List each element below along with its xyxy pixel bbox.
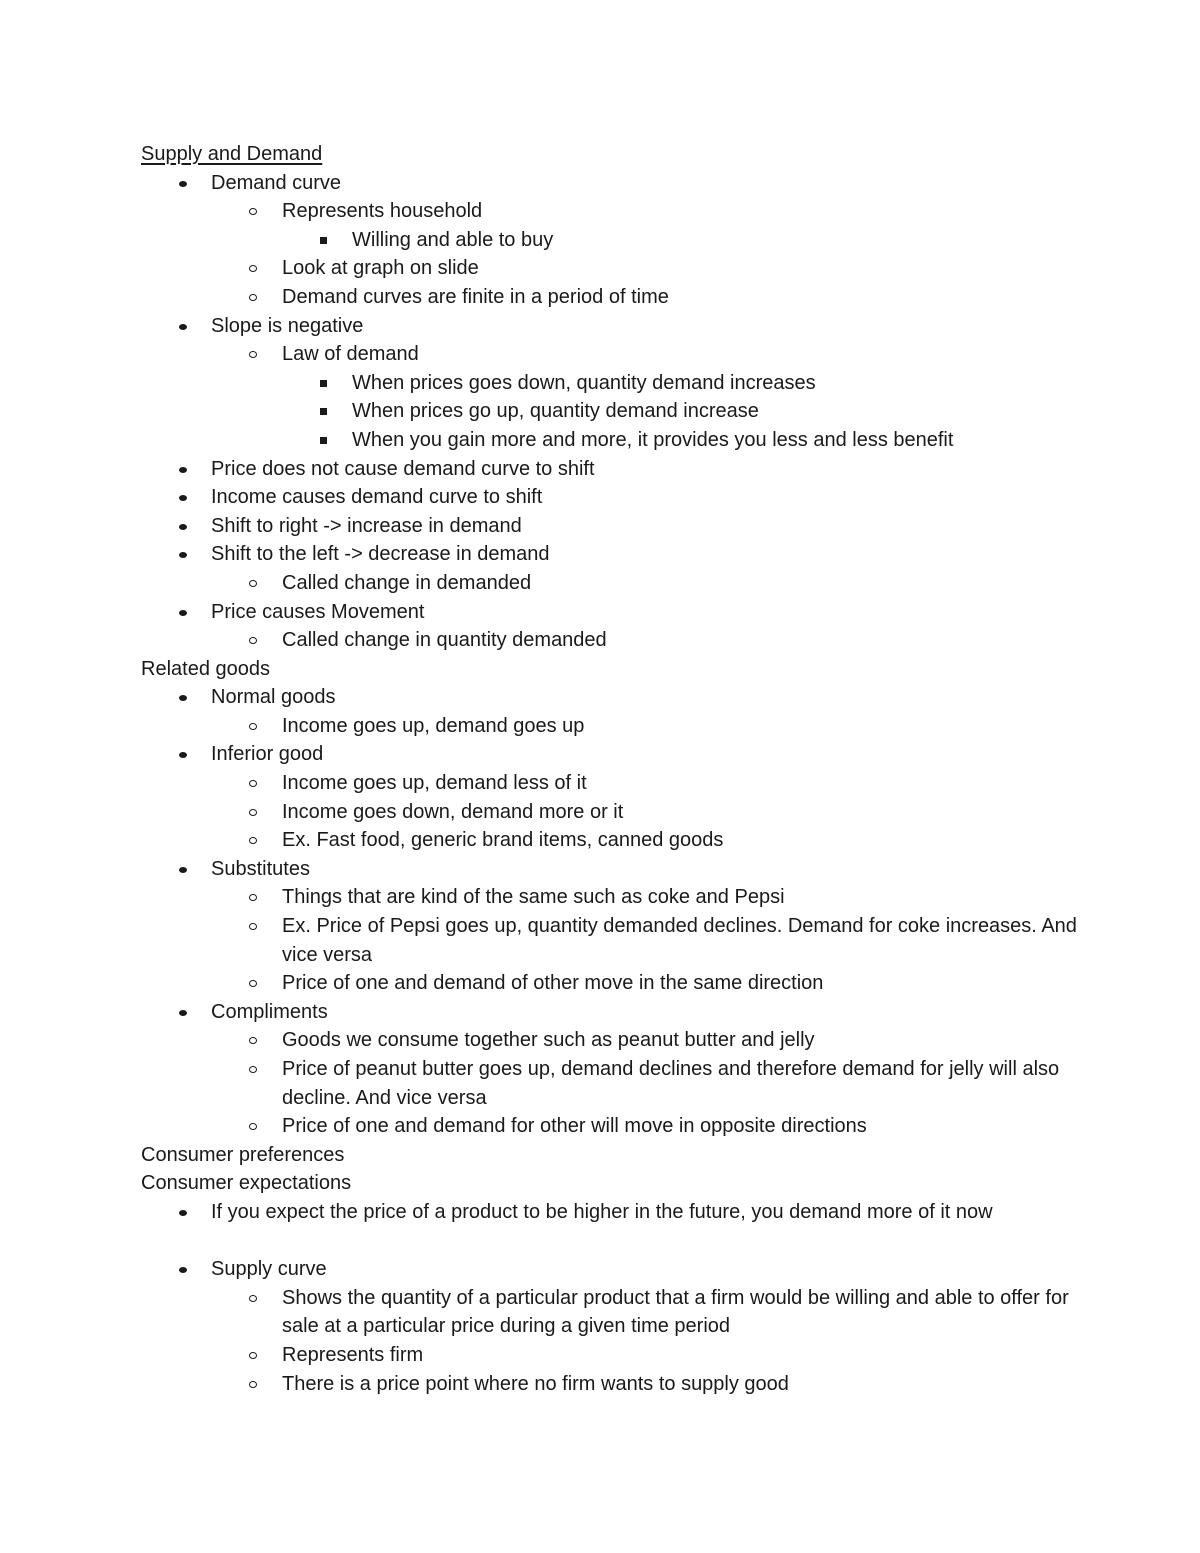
- list-item-text: Income goes down, demand more or it: [282, 800, 624, 823]
- hollow-bullet-icon: [249, 1055, 259, 1084]
- list-item: [141, 340, 1081, 369]
- hollow-bullet-icon: [249, 197, 259, 226]
- blank-line: [141, 1227, 1081, 1256]
- list-item: [141, 197, 1081, 226]
- list-item: [141, 1284, 1081, 1341]
- filled-bullet-icon: [178, 455, 188, 484]
- list-item-text: When prices go up, quantity demand increase: [352, 400, 759, 423]
- list-item-text: Supply curve: [211, 1258, 327, 1281]
- section-heading: [141, 1141, 1081, 1170]
- list-item: [141, 1112, 1081, 1141]
- hollow-bullet-icon: [249, 969, 259, 998]
- list-item-text: Shift to the left -> decrease in demand: [211, 543, 550, 566]
- list-item-text: Called change in quantity demanded: [282, 629, 607, 652]
- list-item-text: Price of one and demand for other will move in opposite directions: [282, 1115, 867, 1138]
- square-bullet-icon: [319, 226, 329, 255]
- list-item-text: Price does not cause demand curve to shift: [211, 457, 595, 480]
- hollow-bullet-icon: [249, 883, 259, 912]
- list-item-text: Shift to right -> increase in demand: [211, 514, 522, 537]
- list-item: [141, 254, 1081, 283]
- list-item-text: Things that are kind of the same such as coke and Pepsi: [282, 886, 785, 909]
- list-item: [141, 426, 1081, 455]
- list-item-text: Income causes demand curve to shift: [211, 486, 543, 509]
- filled-bullet-icon: [178, 312, 188, 341]
- list-item-text: Related goods: [141, 657, 270, 680]
- filled-bullet-icon: [178, 540, 188, 569]
- hollow-bullet-icon: [249, 1370, 259, 1399]
- document-title: Supply and Demand: [141, 143, 323, 165]
- list-item: [141, 1026, 1081, 1055]
- list-item-text: Ex. Fast food, generic brand items, canned goods: [282, 829, 724, 852]
- list-item: [141, 712, 1081, 741]
- list-item: [141, 483, 1081, 512]
- list-item-text: Substitutes: [211, 857, 310, 880]
- hollow-bullet-icon: [249, 1284, 259, 1313]
- list-item-text: Demand curves are finite in a period of time: [282, 285, 669, 308]
- list-item-text: Price of one and demand of other move in the same direction: [282, 972, 824, 995]
- hollow-bullet-icon: [249, 1112, 259, 1141]
- list-item-text: If you expect the price of a product to be higher in the future, you demand more of it now: [211, 1200, 993, 1223]
- list-item: [141, 883, 1081, 912]
- hollow-bullet-icon: [249, 798, 259, 827]
- list-item: [141, 169, 1081, 198]
- list-item: [141, 397, 1081, 426]
- hollow-bullet-icon: [249, 712, 259, 741]
- document-body: [141, 140, 1081, 1398]
- hollow-bullet-icon: [249, 283, 259, 312]
- list-item: [141, 369, 1081, 398]
- filled-bullet-icon: [178, 1255, 188, 1284]
- list-item-text: When prices goes down, quantity demand increases: [352, 371, 816, 394]
- section-heading: [141, 655, 1081, 684]
- list-item-text: Price causes Movement: [211, 600, 425, 623]
- list-item: [141, 912, 1081, 969]
- hollow-bullet-icon: [249, 1341, 259, 1370]
- list-item: [141, 283, 1081, 312]
- list-item: [141, 312, 1081, 341]
- filled-bullet-icon: [178, 169, 188, 198]
- list-item-text: When you gain more and more, it provides you less and less benefit: [352, 428, 954, 451]
- list-item: [141, 1370, 1081, 1399]
- list-item: [141, 998, 1081, 1027]
- filled-bullet-icon: [178, 512, 188, 541]
- filled-bullet-icon: [178, 598, 188, 627]
- hollow-bullet-icon: [249, 254, 259, 283]
- list-item-text: Slope is negative: [211, 314, 364, 337]
- square-bullet-icon: [319, 426, 329, 455]
- list-item: [141, 769, 1081, 798]
- square-bullet-icon: [319, 369, 329, 398]
- list-item-text: Consumer preferences: [141, 1143, 345, 1166]
- square-bullet-icon: [319, 397, 329, 426]
- filled-bullet-icon: [178, 998, 188, 1027]
- list-item-text: There is a price point where no firm wants to supply good: [282, 1372, 789, 1395]
- list-item: [141, 1255, 1081, 1284]
- hollow-bullet-icon: [249, 569, 259, 598]
- section-heading: [141, 1169, 1081, 1198]
- list-item: [141, 1341, 1081, 1370]
- list-item-text: Law of demand: [282, 343, 419, 366]
- hollow-bullet-icon: [249, 826, 259, 855]
- list-item: [141, 855, 1081, 884]
- list-item: [141, 512, 1081, 541]
- list-item: [141, 569, 1081, 598]
- filled-bullet-icon: [178, 1198, 188, 1227]
- list-item-text: Price of peanut butter goes up, demand declines and therefore demand for jelly will also decline. And vice versa: [282, 1058, 1060, 1109]
- list-item-text: Ex. Price of Pepsi goes up, quantity demanded declines. Demand for coke increases. And vice versa: [282, 915, 1077, 966]
- list-item: [141, 826, 1081, 855]
- filled-bullet-icon: [178, 483, 188, 512]
- list-item: [141, 1198, 1081, 1227]
- list-item-text: Look at graph on slide: [282, 257, 479, 280]
- list-item-text: Goods we consume together such as peanut butter and jelly: [282, 1029, 815, 1052]
- list-item-text: Compliments: [211, 1000, 328, 1023]
- list-item: [141, 455, 1081, 484]
- list-item-text: Consumer expectations: [141, 1172, 352, 1195]
- list-item: [141, 226, 1081, 255]
- list-item-text: Income goes up, demand less of it: [282, 772, 587, 795]
- list-item-text: Income goes up, demand goes up: [282, 714, 585, 737]
- outline-list: [141, 169, 1081, 1399]
- list-item: [141, 540, 1081, 569]
- list-item: [141, 740, 1081, 769]
- list-item: [141, 598, 1081, 627]
- list-item: [141, 683, 1081, 712]
- hollow-bullet-icon: [249, 340, 259, 369]
- list-item-text: Represents household: [282, 200, 483, 223]
- list-item: [141, 798, 1081, 827]
- filled-bullet-icon: [178, 855, 188, 884]
- list-item-text: Demand curve: [211, 171, 342, 194]
- list-item-text: Inferior good: [211, 743, 324, 766]
- list-item-text: Willing and able to buy: [352, 228, 554, 251]
- list-item: [141, 969, 1081, 998]
- list-item-text: Called change in demanded: [282, 571, 532, 594]
- hollow-bullet-icon: [249, 769, 259, 798]
- hollow-bullet-icon: [249, 912, 259, 941]
- list-item-text: Represents firm: [282, 1343, 424, 1366]
- hollow-bullet-icon: [249, 626, 259, 655]
- list-item: [141, 626, 1081, 655]
- filled-bullet-icon: [178, 740, 188, 769]
- list-item-text: Normal goods: [211, 686, 336, 709]
- list-item-text: Shows the quantity of a particular product that a firm would be willing and able to offer for sale at a particular price during a given time period: [282, 1286, 1069, 1338]
- filled-bullet-icon: [178, 683, 188, 712]
- list-item: [141, 1055, 1081, 1112]
- hollow-bullet-icon: [249, 1026, 259, 1055]
